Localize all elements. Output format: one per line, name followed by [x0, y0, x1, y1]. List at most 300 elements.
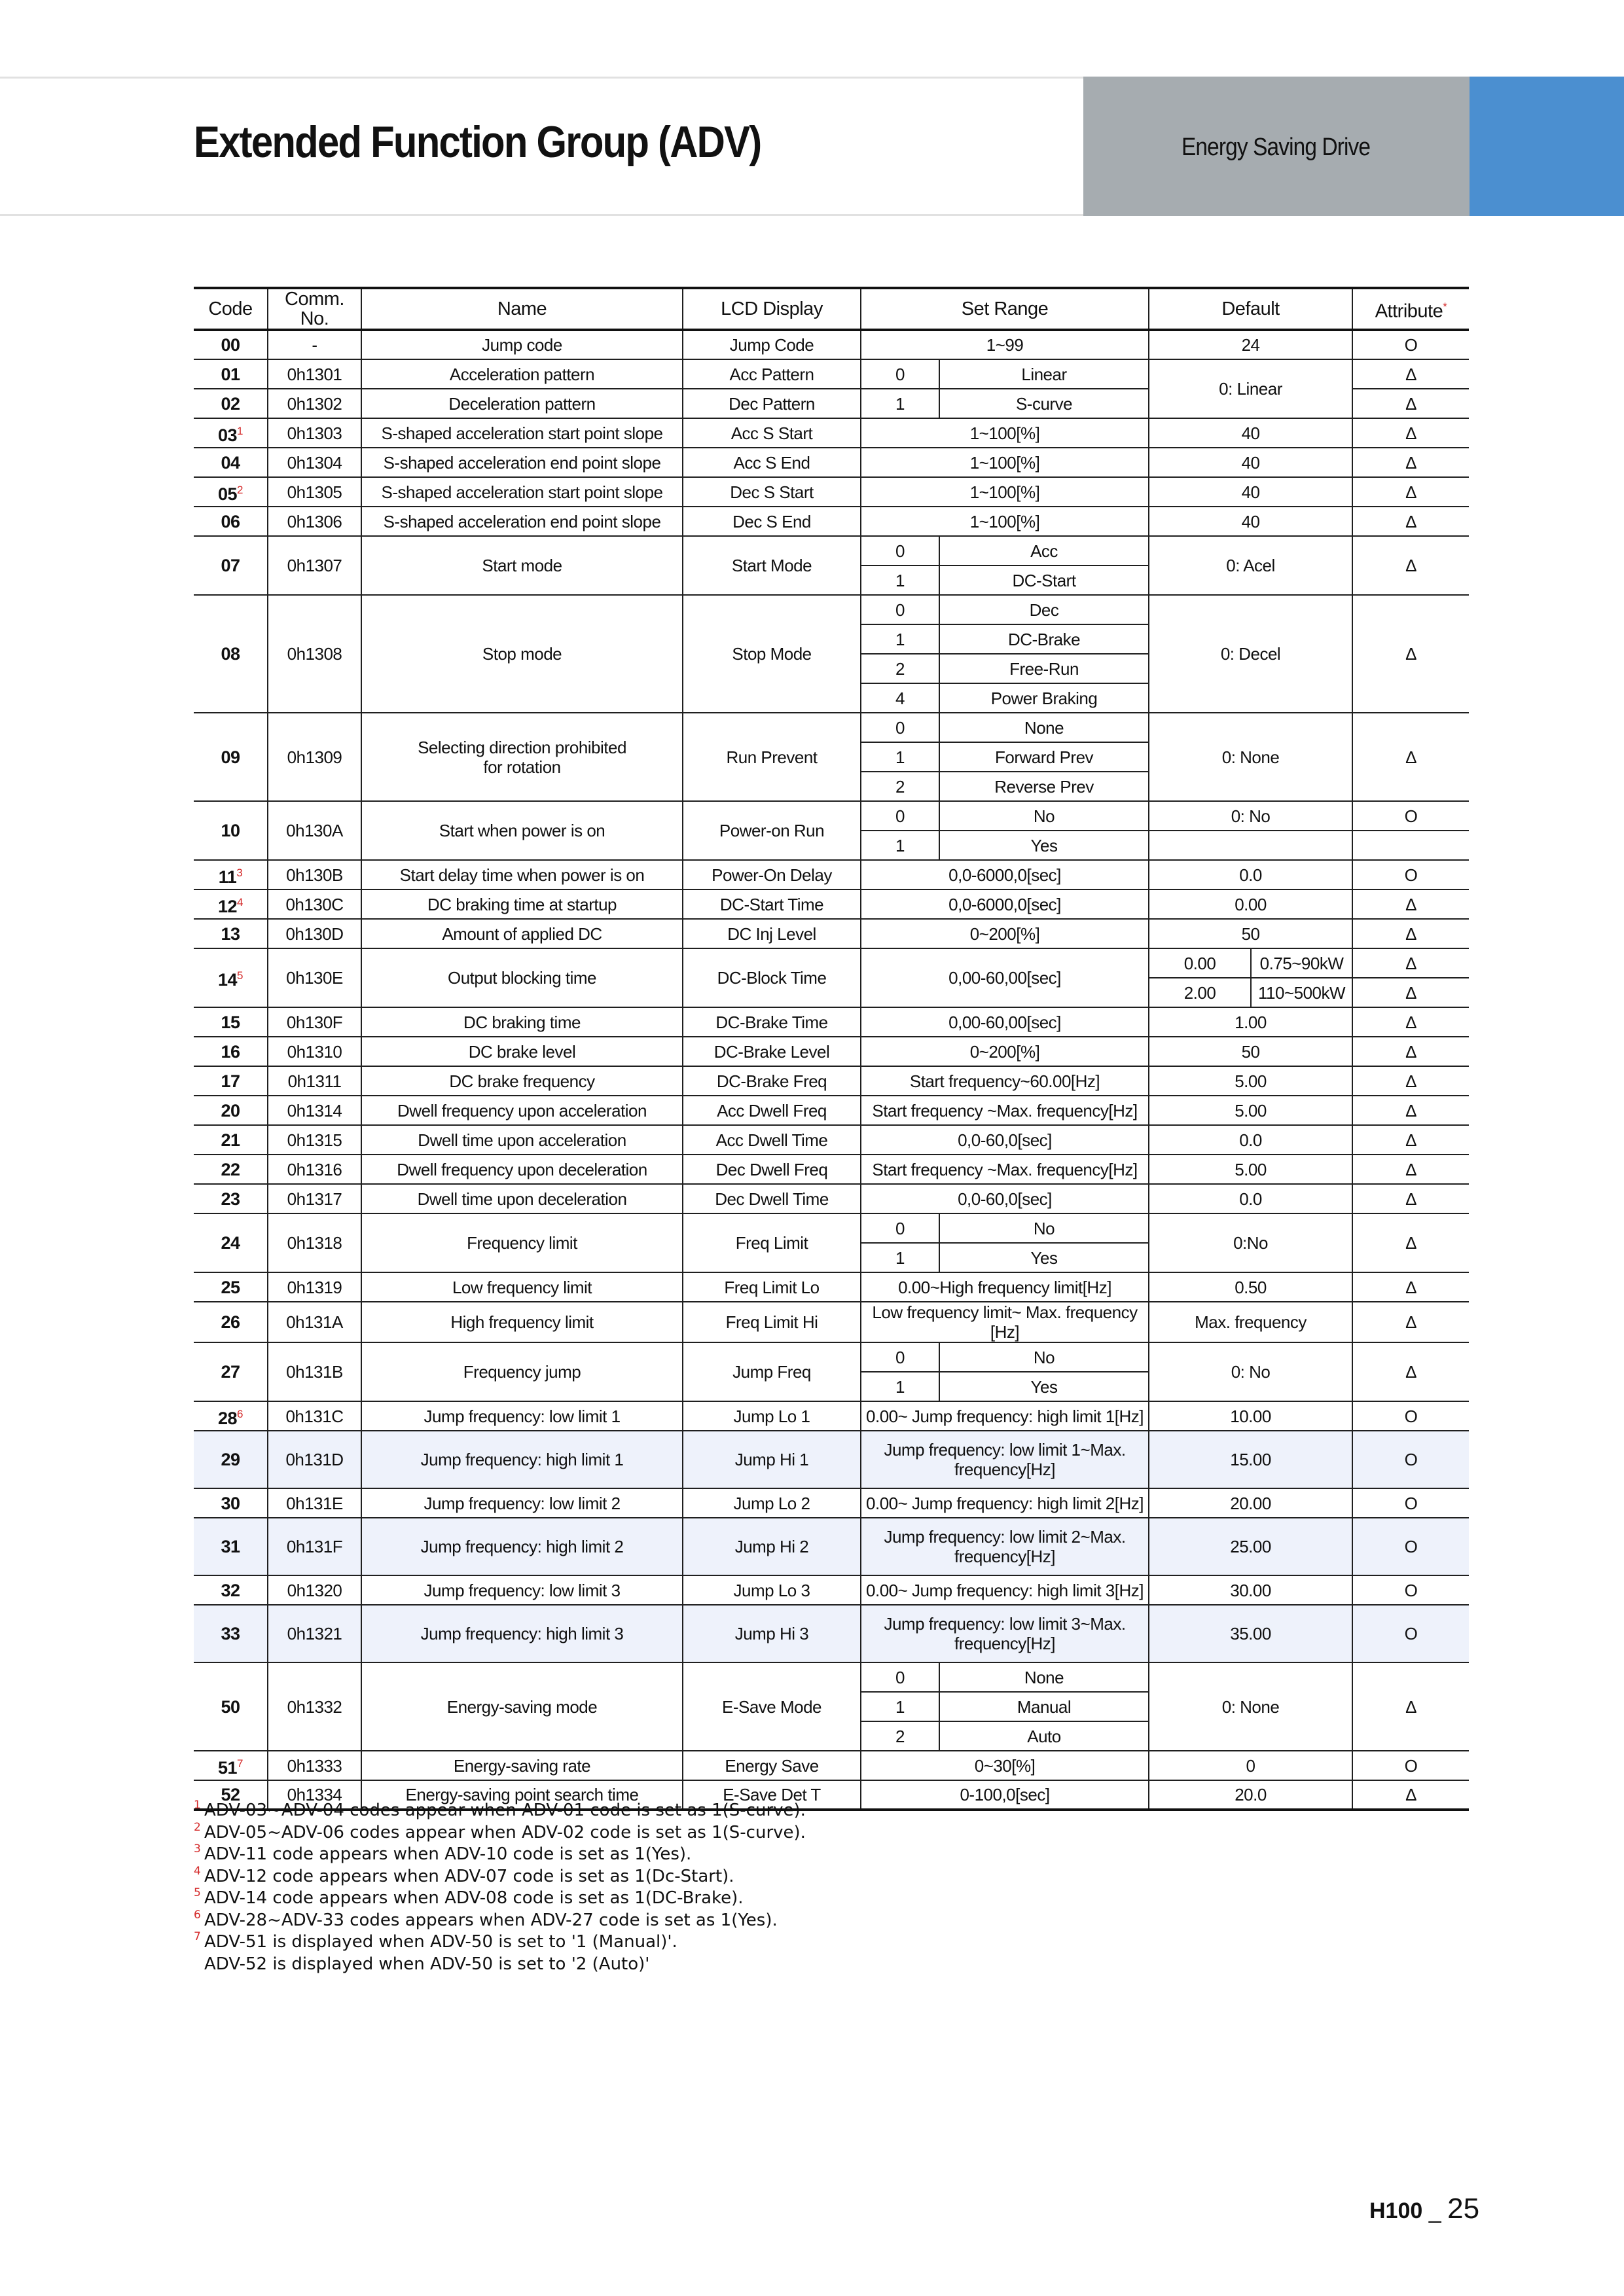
lcd-display-cell: Dec S End — [683, 507, 861, 536]
table-row — [194, 1213, 1469, 1243]
attribute-cell: Δ — [1352, 1066, 1469, 1096]
option-label: No — [939, 801, 1149, 831]
lcd-display-cell: Energy Save — [683, 1751, 861, 1780]
code-value: 26 — [221, 1312, 240, 1332]
option-number: 4 — [861, 683, 939, 713]
code-cell — [194, 889, 268, 919]
option-label: Manual — [939, 1692, 1149, 1721]
name-cell: S-shaped acceleration start point slope — [361, 477, 683, 507]
text-line: Jump frequency: low limit 1~Max. — [884, 1440, 1126, 1460]
option-number: 1 — [861, 831, 939, 860]
attribute-cell: O — [1352, 1488, 1469, 1518]
code-cell — [194, 713, 268, 801]
name-cell: Jump frequency: low limit 1 — [361, 1401, 683, 1431]
code-value: 30 — [221, 1493, 240, 1513]
option-label: No — [939, 1342, 1149, 1372]
footnote-marker: 7 — [237, 1757, 243, 1770]
lcd-display-cell: Jump Hi 2 — [683, 1518, 861, 1575]
parameter-table — [194, 287, 1469, 1811]
name-cell: Jump frequency: high limit 1 — [361, 1431, 683, 1488]
code-value: 24 — [221, 1233, 240, 1253]
default-cell: 0:No — [1149, 1213, 1352, 1272]
attribute-cell: Δ — [1352, 477, 1469, 507]
code-cell — [194, 359, 268, 389]
name-cell: Dwell frequency upon acceleration — [361, 1096, 683, 1125]
lcd-display-cell: DC Inj Level — [683, 919, 861, 948]
header-set-range: Set Range — [861, 288, 1149, 330]
comm-no-cell: - — [268, 330, 361, 359]
set-range-cell — [861, 1605, 1149, 1662]
code-value: 00 — [221, 335, 240, 355]
table-row — [194, 1488, 1469, 1518]
table-row — [194, 1125, 1469, 1155]
code-cell — [194, 860, 268, 889]
attribute-cell: O — [1352, 1605, 1469, 1662]
table-row — [194, 1605, 1469, 1662]
lcd-display-cell: Dec Pattern — [683, 389, 861, 418]
default-cell: 50 — [1149, 1037, 1352, 1066]
footnote — [194, 1954, 1437, 1976]
code-value: 01 — [221, 364, 240, 384]
comm-no-cell: 0h1320 — [268, 1575, 361, 1605]
name-cell: DC braking time — [361, 1007, 683, 1037]
table-row — [194, 595, 1469, 624]
code-cell — [194, 595, 268, 713]
code-cell — [194, 1431, 268, 1488]
code-value: 04 — [221, 452, 240, 473]
lcd-display-cell: Jump Lo 3 — [683, 1575, 861, 1605]
name-cell: Low frequency limit — [361, 1272, 683, 1302]
default-cell: 50 — [1149, 919, 1352, 948]
comm-no-cell: 0h1316 — [268, 1155, 361, 1184]
name-cell: Start when power is on — [361, 801, 683, 860]
comm-no-cell: 0h131B — [268, 1342, 361, 1401]
code-value: 05 — [217, 484, 238, 504]
footnote-text: ADV-28~ADV-33 codes appears when ADV-27 code is set as 1(Yes). — [204, 1910, 778, 1930]
code-value: 14 — [217, 970, 238, 990]
footnote — [194, 1931, 1437, 1954]
comm-no-cell: 0h1302 — [268, 389, 361, 418]
comm-no-cell: 0h1332 — [268, 1662, 361, 1751]
comm-no-cell: 0h1318 — [268, 1213, 361, 1272]
code-value: 23 — [221, 1189, 240, 1209]
code-value: 33 — [221, 1624, 240, 1643]
code-value: 09 — [221, 747, 240, 767]
table-row — [194, 536, 1469, 565]
attribute-cell: O — [1352, 860, 1469, 889]
name-cell: Dwell time upon acceleration — [361, 1125, 683, 1155]
comm-no-cell: 0h131C — [268, 1401, 361, 1431]
code-value: 08 — [221, 644, 240, 664]
comm-no-cell: 0h1305 — [268, 477, 361, 507]
table-row — [194, 507, 1469, 536]
default-cell: 0.00 — [1149, 889, 1352, 919]
comm-no-cell: 0h1307 — [268, 536, 361, 595]
code-cell — [194, 477, 268, 507]
default-cell: 40 — [1149, 448, 1352, 477]
lcd-display-cell: Acc S End — [683, 448, 861, 477]
lcd-display-cell: Freq Limit Lo — [683, 1272, 861, 1302]
code-cell — [194, 1155, 268, 1184]
name-cell: Output blocking time — [361, 948, 683, 1007]
lcd-display-cell: Run Prevent — [683, 713, 861, 801]
code-cell — [194, 507, 268, 536]
comm-no-cell: 0h1303 — [268, 418, 361, 448]
lcd-display-cell: Freq Limit — [683, 1213, 861, 1272]
comm-no-cell: 0h1308 — [268, 595, 361, 713]
code-value: 11 — [218, 867, 237, 887]
default-cell: 24 — [1149, 330, 1352, 359]
comm-no-cell: 0h1304 — [268, 448, 361, 477]
comm-no-cell: 0h130E — [268, 948, 361, 1007]
set-range-cell — [861, 1431, 1149, 1488]
default-cell: 5.00 — [1149, 1155, 1352, 1184]
default-cell: 20.0 — [1149, 1780, 1352, 1810]
table-row — [194, 330, 1469, 359]
table-row — [194, 1066, 1469, 1096]
code-value: 29 — [221, 1450, 240, 1469]
table-row — [194, 948, 1469, 978]
default-cell: 20.00 — [1149, 1488, 1352, 1518]
name-cell: Amount of applied DC — [361, 919, 683, 948]
default-value: 0.00 — [1149, 948, 1251, 978]
attribute-cell: Δ — [1352, 713, 1469, 801]
default-cell: 10.00 — [1149, 1401, 1352, 1431]
name-cell: Stop mode — [361, 595, 683, 713]
name-cell: Jump frequency: low limit 3 — [361, 1575, 683, 1605]
code-cell — [194, 1575, 268, 1605]
table-row — [194, 1007, 1469, 1037]
set-range-cell: 1~100[%] — [861, 477, 1149, 507]
set-range-cell: 0.00~ Jump frequency: high limit 3[Hz] — [861, 1575, 1149, 1605]
page-number: 25 — [1447, 2193, 1480, 2225]
default-cell: 40 — [1149, 477, 1352, 507]
attribute-cell: Δ — [1352, 1155, 1469, 1184]
table-row — [194, 1155, 1469, 1184]
option-label: DC-Brake — [939, 624, 1149, 654]
header-code: Code — [194, 288, 268, 330]
footnote — [194, 1888, 1437, 1910]
option-label: Linear — [939, 359, 1149, 389]
attribute-cell: Δ — [1352, 1007, 1469, 1037]
code-value: 16 — [221, 1041, 240, 1062]
option-number: 0 — [861, 801, 939, 831]
comm-no-cell: 0h130A — [268, 801, 361, 860]
option-number: 2 — [861, 772, 939, 801]
attribute-cell: Δ — [1352, 389, 1469, 418]
comm-no-cell: 0h131A — [268, 1302, 361, 1342]
text-line: Selecting direction prohibited — [418, 737, 626, 757]
text-line: frequency[Hz] — [954, 1634, 1055, 1653]
option-label: DC-Start — [939, 565, 1149, 595]
code-value: 20 — [221, 1100, 240, 1121]
option-number: 2 — [861, 1721, 939, 1751]
default-cell: 0: Linear — [1149, 359, 1352, 418]
default-cell: Max. frequency — [1149, 1302, 1352, 1342]
code-cell — [194, 1751, 268, 1780]
lcd-display-cell: DC-Block Time — [683, 948, 861, 1007]
attribute-cell: O — [1352, 1431, 1469, 1488]
option-number: 1 — [861, 1243, 939, 1272]
option-label: Yes — [939, 831, 1149, 860]
footnote-text: ADV-11 code appears when ADV-10 code is set as 1(Yes). — [204, 1844, 692, 1864]
lcd-display-cell: DC-Brake Freq — [683, 1066, 861, 1096]
code-cell — [194, 1488, 268, 1518]
page-footer — [1369, 2193, 1479, 2225]
table-body — [194, 330, 1469, 1810]
table-row — [194, 860, 1469, 889]
comm-no-cell: 0h1333 — [268, 1751, 361, 1780]
footnote-number: 2 — [194, 1820, 201, 1834]
option-label: Forward Prev — [939, 742, 1149, 772]
text-line: for rotation — [483, 757, 561, 777]
table-row — [194, 713, 1469, 742]
name-cell: Jump frequency: high limit 3 — [361, 1605, 683, 1662]
lcd-display-cell: E-Save Mode — [683, 1662, 861, 1751]
lcd-display-cell: Dec Dwell Time — [683, 1184, 861, 1213]
default-cell: 35.00 — [1149, 1605, 1352, 1662]
default-cell: 0.0 — [1149, 1184, 1352, 1213]
name-cell: Jump frequency: high limit 2 — [361, 1518, 683, 1575]
name-cell: Energy-saving point search time — [361, 1780, 683, 1810]
set-range-cell — [861, 1518, 1149, 1575]
option-number: 0 — [861, 1213, 939, 1243]
table-row — [194, 448, 1469, 477]
lcd-display-cell: Jump Hi 3 — [683, 1605, 861, 1662]
option-number: 1 — [861, 1372, 939, 1401]
set-range-cell: Start frequency ~Max. frequency[Hz] — [861, 1096, 1149, 1125]
footnote-marker: 4 — [237, 895, 243, 908]
code-value: 15 — [221, 1012, 240, 1032]
option-label: S-curve — [939, 389, 1149, 418]
code-cell — [194, 1037, 268, 1066]
attribute-cell: Δ — [1352, 507, 1469, 536]
name-cell: DC brake level — [361, 1037, 683, 1066]
default-cell: 5.00 — [1149, 1096, 1352, 1125]
footnote-text: ADV-14 code appears when ADV-08 code is set as 1(DC-Brake). — [204, 1888, 744, 1908]
code-value: 06 — [221, 511, 240, 531]
comm-no-cell: 0h1314 — [268, 1096, 361, 1125]
option-label: No — [939, 1213, 1149, 1243]
code-cell — [194, 1518, 268, 1575]
lcd-display-cell: Jump Lo 2 — [683, 1488, 861, 1518]
comm-no-cell: 0h130C — [268, 889, 361, 919]
table-row — [194, 1342, 1469, 1372]
attribute-cell: Δ — [1352, 978, 1469, 1007]
code-value: 03 — [217, 425, 238, 445]
name-cell: Jump frequency: low limit 2 — [361, 1488, 683, 1518]
attribute-cell: Δ — [1352, 1037, 1469, 1066]
attribute-cell: Δ — [1352, 1272, 1469, 1302]
footnote-marker: 3 — [236, 866, 243, 879]
table-row — [194, 1751, 1469, 1780]
name-cell — [361, 713, 683, 801]
comm-no-cell: 0h1306 — [268, 507, 361, 536]
code-value: 25 — [221, 1277, 240, 1297]
code-value: 51 — [217, 1757, 238, 1778]
attribute-cell: Δ — [1352, 536, 1469, 595]
option-number: 1 — [861, 1692, 939, 1721]
footnote-marker: 6 — [237, 1407, 243, 1420]
comm-no-cell: 0h130D — [268, 919, 361, 948]
footnote-number: 4 — [194, 1864, 201, 1878]
option-number: 0 — [861, 1342, 939, 1372]
code-cell — [194, 1272, 268, 1302]
header-lcd-display: LCD Display — [683, 288, 861, 330]
code-cell — [194, 1007, 268, 1037]
lcd-display-cell: Acc Pattern — [683, 359, 861, 389]
set-range-cell: Start frequency~60.00[Hz] — [861, 1066, 1149, 1096]
set-range-cell: 1~99 — [861, 330, 1149, 359]
table-row — [194, 477, 1469, 507]
attribute-cell: Δ — [1352, 1302, 1469, 1342]
header-attribute-label: Attribute — [1375, 300, 1443, 322]
code-cell — [194, 1125, 268, 1155]
footnote — [194, 1822, 1437, 1844]
comm-no-cell: 0h1311 — [268, 1066, 361, 1096]
table-row — [194, 919, 1469, 948]
lcd-display-cell: Acc Dwell Time — [683, 1125, 861, 1155]
lcd-display-cell: DC-Brake Level — [683, 1037, 861, 1066]
name-cell: Start delay time when power is on — [361, 860, 683, 889]
code-value: 10 — [221, 821, 240, 840]
attribute-cell: Δ — [1352, 1125, 1469, 1155]
lcd-display-cell: Start Mode — [683, 536, 861, 595]
name-cell: Acceleration pattern — [361, 359, 683, 389]
code-cell — [194, 1066, 268, 1096]
text-line: frequency[Hz] — [954, 1460, 1055, 1479]
comm-no-cell: 0h1310 — [268, 1037, 361, 1066]
default-cell: 0: Acel — [1149, 536, 1352, 595]
code-cell — [194, 801, 268, 860]
code-value: 31 — [221, 1537, 240, 1556]
footnote-number: 7 — [194, 1930, 201, 1943]
lcd-display-cell: Stop Mode — [683, 595, 861, 713]
table-row — [194, 1401, 1469, 1431]
default-cell — [1149, 831, 1352, 860]
option-number: 0 — [861, 713, 939, 742]
table-header-row — [194, 288, 1469, 330]
footnote — [194, 1800, 1437, 1822]
footnote — [194, 1844, 1437, 1866]
header-default: Default — [1149, 288, 1352, 330]
default-cell: 0.50 — [1149, 1272, 1352, 1302]
set-range-cell: 1~100[%] — [861, 507, 1149, 536]
comm-no-cell: 0h130F — [268, 1007, 361, 1037]
code-cell — [194, 1213, 268, 1272]
comm-no-cell: 0h1321 — [268, 1605, 361, 1662]
name-cell: Dwell time upon deceleration — [361, 1184, 683, 1213]
attribute-asterisk: * — [1443, 300, 1447, 313]
header-comm-no: Comm. No. — [268, 288, 361, 330]
name-cell: DC braking time at startup — [361, 889, 683, 919]
code-cell — [194, 330, 268, 359]
code-cell — [194, 418, 268, 448]
code-cell — [194, 1342, 268, 1401]
footnote-number: 6 — [194, 1908, 201, 1922]
attribute-cell: Δ — [1352, 1662, 1469, 1751]
option-label: Auto — [939, 1721, 1149, 1751]
code-value: 52 — [221, 1785, 240, 1804]
name-cell: S-shaped acceleration end point slope — [361, 507, 683, 536]
table-row — [194, 1518, 1469, 1575]
code-cell — [194, 448, 268, 477]
default-cell: 5.00 — [1149, 1066, 1352, 1096]
lcd-display-cell: Acc Dwell Freq — [683, 1096, 861, 1125]
code-cell — [194, 1605, 268, 1662]
text-line: Jump frequency: low limit 3~Max. — [884, 1614, 1126, 1634]
attribute-cell: O — [1352, 1575, 1469, 1605]
set-range-cell: 1~100[%] — [861, 448, 1149, 477]
set-range-cell: 0~200[%] — [861, 919, 1149, 948]
attribute-cell: Δ — [1352, 919, 1469, 948]
lcd-display-cell: DC-Brake Time — [683, 1007, 861, 1037]
default-cell: 0: Decel — [1149, 595, 1352, 713]
attribute-cell: O — [1352, 1518, 1469, 1575]
attribute-cell: Δ — [1352, 1342, 1469, 1401]
option-label: Acc — [939, 536, 1149, 565]
default-cell: 0.0 — [1149, 860, 1352, 889]
attribute-cell: Δ — [1352, 595, 1469, 713]
code-cell — [194, 1662, 268, 1751]
table-row — [194, 1302, 1469, 1342]
footnote-number: 5 — [194, 1886, 201, 1899]
footnote-marker: 1 — [237, 424, 243, 437]
attribute-cell: Δ — [1352, 1780, 1469, 1810]
table-row — [194, 1662, 1469, 1692]
attribute-cell: Δ — [1352, 948, 1469, 978]
code-value: 17 — [221, 1071, 240, 1091]
option-label: Free-Run — [939, 654, 1149, 683]
code-value: 07 — [221, 556, 240, 575]
code-value: 21 — [221, 1130, 240, 1150]
name-cell: Frequency limit — [361, 1213, 683, 1272]
option-number: 1 — [861, 389, 939, 418]
accent-block — [1470, 77, 1624, 216]
set-range-cell: 0-100,0[sec] — [861, 1780, 1149, 1810]
code-value: 27 — [221, 1362, 240, 1382]
text-line: frequency[Hz] — [954, 1547, 1055, 1566]
name-cell: Jump code — [361, 330, 683, 359]
default-cell: 0: No — [1149, 801, 1352, 831]
option-label: None — [939, 713, 1149, 742]
default-cell: 0: No — [1149, 1342, 1352, 1401]
table-row — [194, 418, 1469, 448]
attribute-cell: Δ — [1352, 448, 1469, 477]
comm-no-cell: 0h1315 — [268, 1125, 361, 1155]
comm-no-cell: 0h1317 — [268, 1184, 361, 1213]
code-cell — [194, 1096, 268, 1125]
table-row — [194, 1431, 1469, 1488]
option-number: 1 — [861, 565, 939, 595]
name-cell: Energy-saving mode — [361, 1662, 683, 1751]
attribute-cell: O — [1352, 1401, 1469, 1431]
name-cell: Deceleration pattern — [361, 389, 683, 418]
code-value: 02 — [221, 393, 240, 414]
table-row — [194, 801, 1469, 831]
default-condition: 0.75~90kW — [1251, 948, 1352, 978]
set-range-cell: 0~30[%] — [861, 1751, 1149, 1780]
lcd-display-cell: Power-on Run — [683, 801, 861, 860]
code-cell — [194, 919, 268, 948]
code-value: 50 — [221, 1696, 240, 1717]
name-cell: S-shaped acceleration end point slope — [361, 448, 683, 477]
table-row — [194, 1037, 1469, 1066]
option-number: 0 — [861, 359, 939, 389]
option-number: 2 — [861, 654, 939, 683]
lcd-display-cell: Jump Freq — [683, 1342, 861, 1401]
parameter-table-container — [194, 287, 1469, 1811]
